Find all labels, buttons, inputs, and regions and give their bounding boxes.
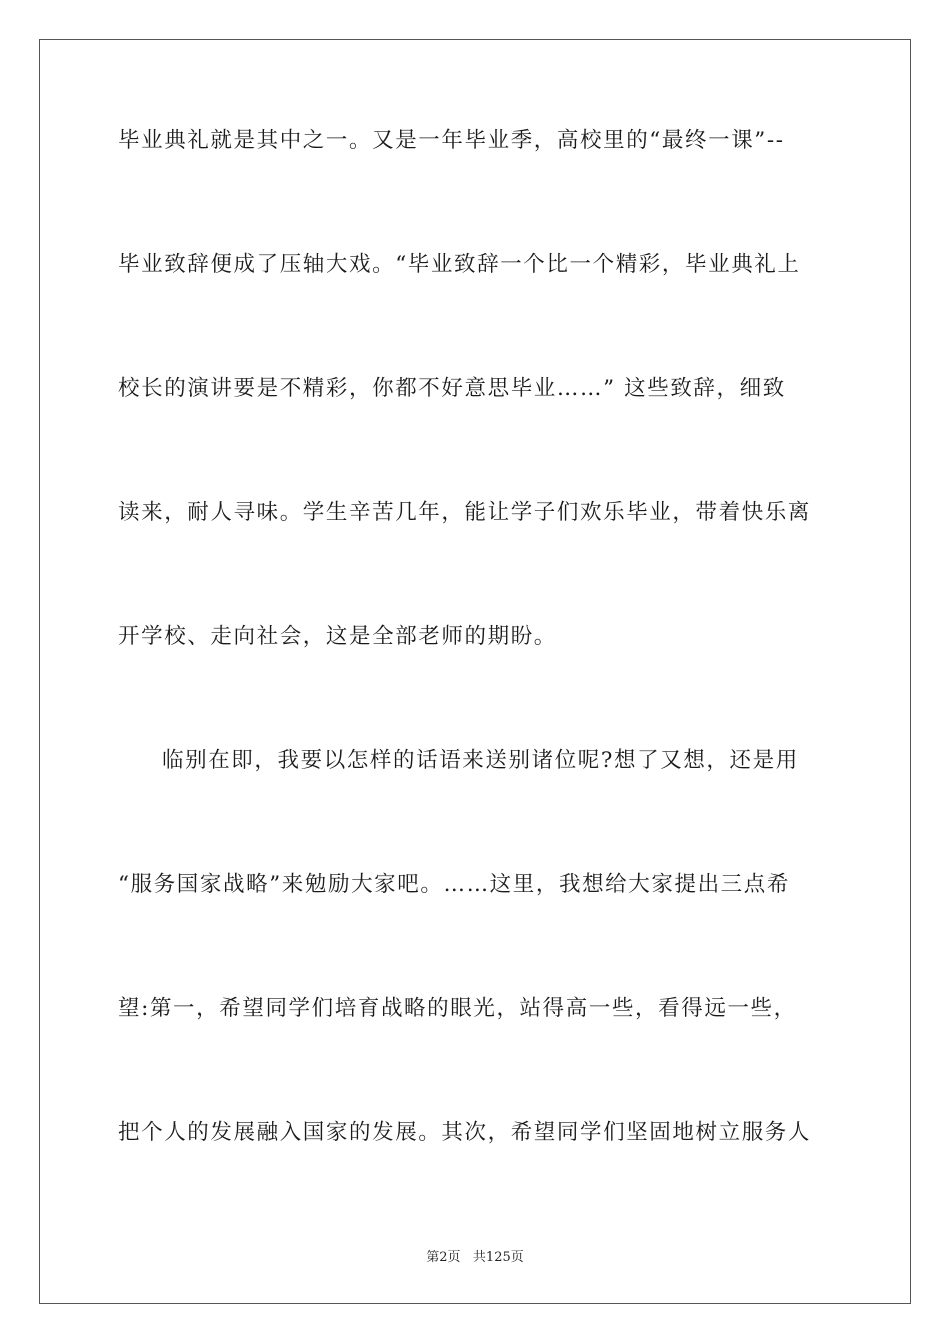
text-line: 毕业典礼就是其中之一。又是一年毕业季，高校里的“最终一课”-- <box>118 128 785 153</box>
text-line: 校长的演讲要是不精彩，你都不好意思毕业……” 这些致辞，细致 <box>118 376 786 401</box>
page-footer <box>0 1246 950 1265</box>
text-line: 望:第一，希望同学们培育战略的眼光，站得高一些，看得远一些， <box>118 996 797 1021</box>
text-line: 毕业致辞便成了压轴大戏。“毕业致辞一个比一个精彩，毕业典礼上 <box>118 252 801 277</box>
page-number: 第2页 <box>426 1250 461 1265</box>
page-total: 共125页 <box>472 1250 524 1265</box>
document-body <box>118 126 838 1242</box>
text-line: “服务国家战略”来勉励大家吧。……这里，我想给大家提出三点希 <box>118 872 790 897</box>
text-line: 开学校、走向社会，这是全部老师的期盼。 <box>118 624 557 649</box>
text-line: 把个人的发展融入国家的发展。其次，希望同学们坚固地树立服务人 <box>118 1120 812 1145</box>
text-line-paragraph-start: 临别在即，我要以怎样的话语来送别诸位呢?想了又想，还是用 <box>162 748 799 773</box>
text-line: 读来，耐人寻味。学生辛苦几年，能让学子们欢乐毕业，带着快乐离 <box>118 500 812 525</box>
